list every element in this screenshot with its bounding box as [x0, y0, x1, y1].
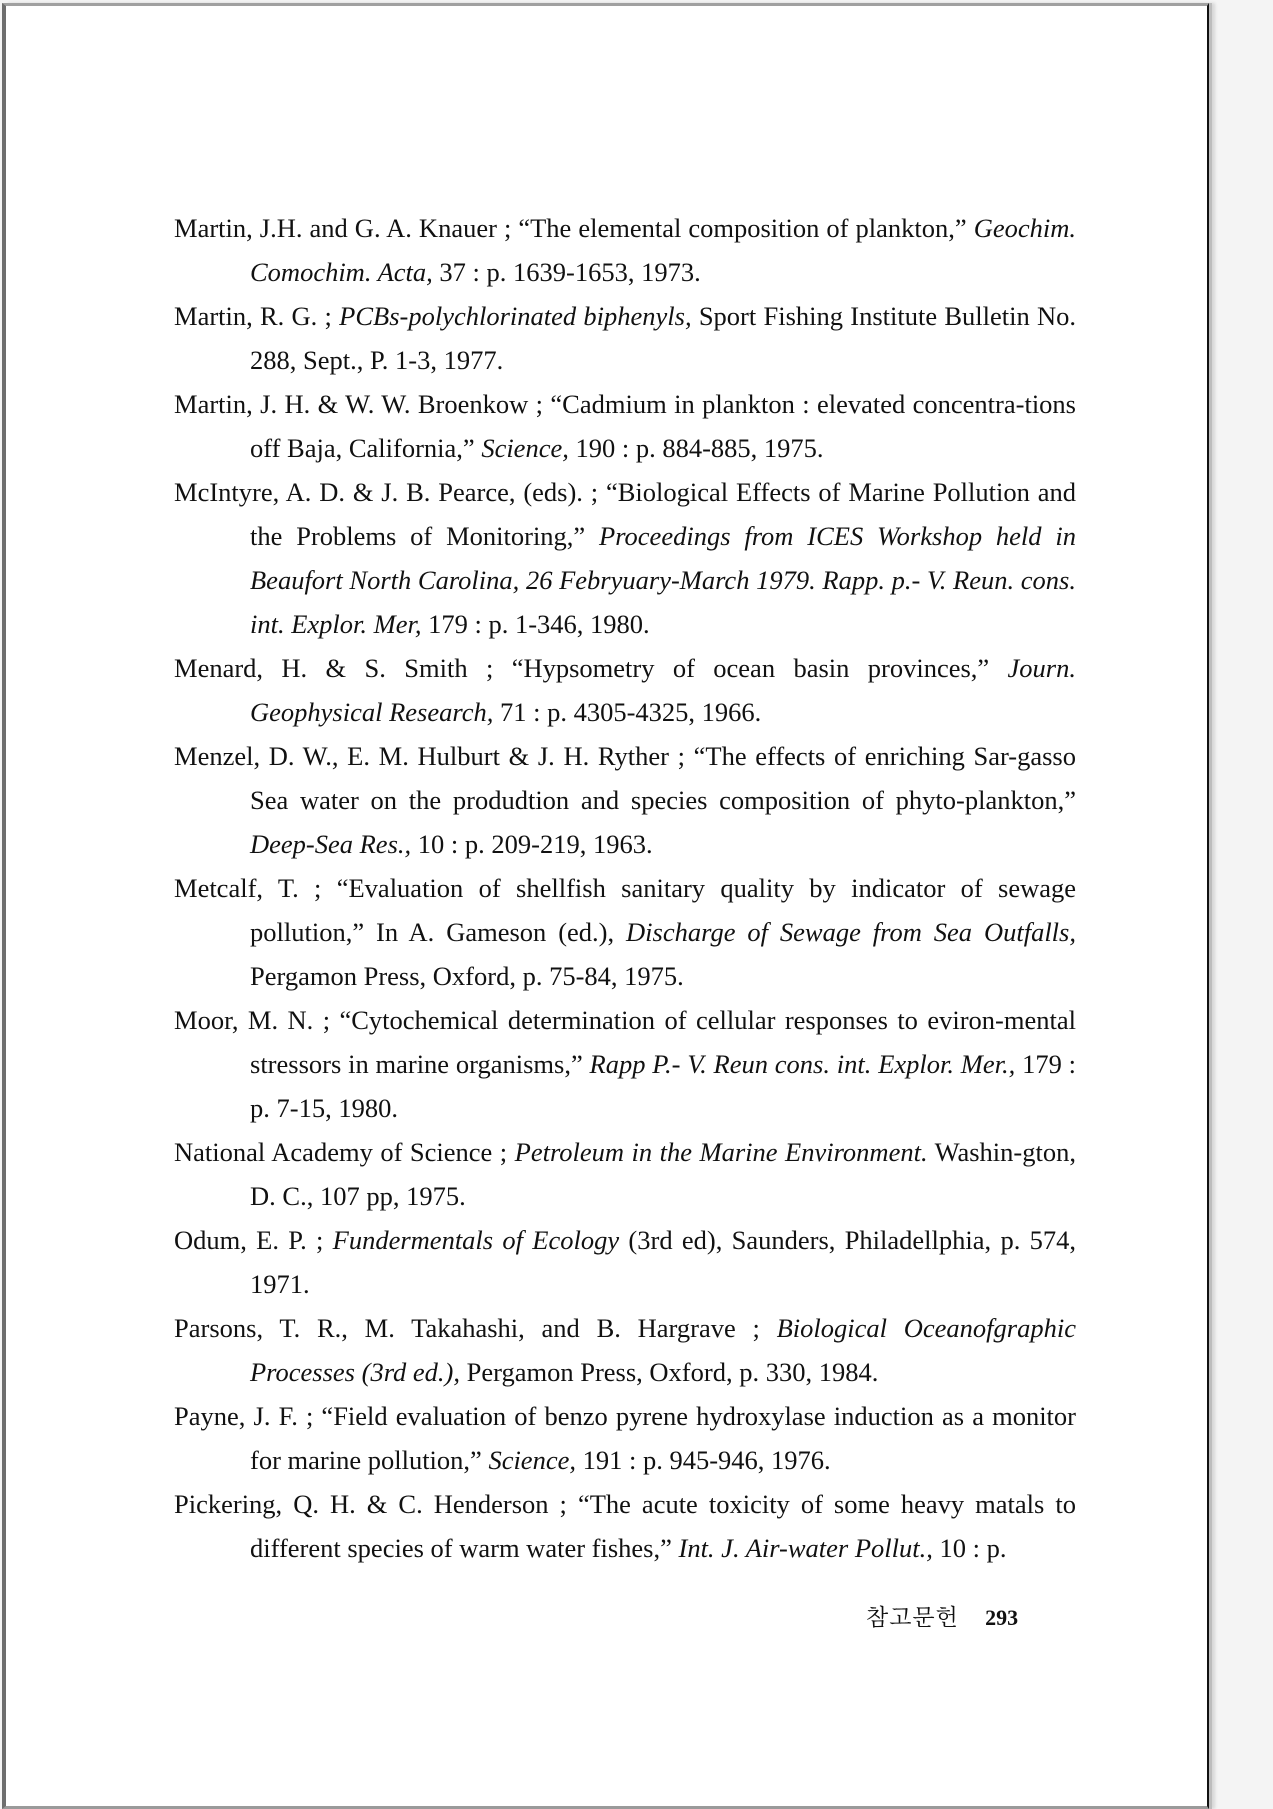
- reference-entry: [174, 998, 1076, 1130]
- section-label: 참고문헌: [866, 1605, 959, 1631]
- reference-text: Parsons, T. R., M. Takahashi, and B. Hargrave ;: [174, 1313, 777, 1343]
- reference-source-title: Int. J. Air-water Pollut.,: [678, 1533, 933, 1563]
- reference-text: 190 : p. 884-885, 1975.: [568, 433, 824, 463]
- reference-source-title: Journ. Geophysical Research,: [250, 653, 1076, 727]
- reference-text: (3rd ed), Saunders, Philadellphia, p. 574, 1971.: [250, 1225, 1076, 1299]
- reference-text: Payne, J. F. ; “Field evaluation of benzo pyrene hydroxylase induction as a monitor for marine pollution,”: [174, 1401, 1076, 1475]
- reference-entry: [174, 470, 1076, 646]
- reference-text: Martin, R. G. ;: [174, 301, 340, 331]
- reference-source-title: Biological Oceanofgraphic Processes (3rd ed.),: [250, 1313, 1076, 1387]
- reference-text: Pergamon Press, Oxford, p. 75-84, 1975.: [250, 961, 684, 991]
- reference-entry: [174, 646, 1076, 734]
- reference-entry: [174, 294, 1076, 382]
- document-page: [2, 3, 1209, 1809]
- reference-text: Menzel, D. W., E. M. Hulburt & J. H. Ryther ; “The effects of enriching Sar-gasso Sea water on the produdtion and species composition of phyto-plankton,”: [174, 741, 1076, 815]
- reference-entry: [174, 1130, 1076, 1218]
- reference-text: Martin, J.H. and G. A. Knauer ; “The elemental composition of plankton,”: [174, 213, 974, 243]
- reference-source-title: Deep-Sea Res.,: [250, 829, 412, 859]
- reference-source-title: PCBs-polychlorinated biphenyls,: [339, 301, 692, 331]
- reference-text: Metcalf, T. ; “Evaluation of shellfish sanitary quality by indicator of sewage pollution,” In A. Gameson (ed.),: [174, 873, 1076, 947]
- reference-text: Martin, J. H. & W. W. Broenkow ; “Cadmium in plankton : elevated concentra-tions off Baja, California,”: [174, 389, 1076, 463]
- reference-text: Pergamon Press, Oxford, p. 330, 1984.: [459, 1357, 879, 1387]
- reference-source-title: Fundermentals of Ecology: [332, 1225, 620, 1255]
- reference-text: Pickering, Q. H. & C. Henderson ; “The acute toxicity of some heavy matals to different species of warm water fishes,”: [174, 1489, 1076, 1563]
- reference-text: McIntyre, A. D. & J. B. Pearce, (eds). ; “Biological Effects of Marine Pollution and the Problems of Monitoring,”: [174, 477, 1076, 551]
- reference-entry: [174, 1482, 1076, 1570]
- reference-source-title: Petroleum in the Marine Environment.: [514, 1137, 928, 1167]
- page-footer: [866, 1599, 1018, 1632]
- reference-entry: [174, 382, 1076, 470]
- reference-source-title: Science,: [481, 433, 569, 463]
- reference-text: 71 : p. 4305-4325, 1966.: [493, 697, 762, 727]
- reference-text: Menard, H. & S. Smith ; “Hypsometry of ocean basin provinces,”: [174, 653, 1008, 683]
- reference-entry: [174, 1218, 1076, 1306]
- reference-entry: [174, 206, 1076, 294]
- reference-entry: [174, 1306, 1076, 1394]
- reference-text: 191 : p. 945-946, 1976.: [575, 1445, 831, 1475]
- reference-text: Moor, M. N. ; “Cytochemical determination of cellular responses to eviron-mental stressors in marine organisms,”: [174, 1005, 1076, 1079]
- reference-text: 10 : p. 209-219, 1963.: [411, 829, 653, 859]
- reference-source-title: Proceedings from ICES Workshop held in Beaufort North Carolina, 26 Febryuary-March 1979. Rapp. p.- V. Reun. cons. int. Explor. Mer,: [250, 521, 1076, 639]
- reference-text: Sport Fishing Institute Bulletin No. 288, Sept., P. 1-3, 1977.: [250, 301, 1076, 375]
- reference-text: 10 : p.: [932, 1533, 1007, 1563]
- page-number: 293: [985, 1605, 1019, 1630]
- reference-text: Odum, E. P. ;: [174, 1225, 333, 1255]
- reference-entry: [174, 1394, 1076, 1482]
- reference-text: 37 : p. 1639-1653, 1973.: [432, 257, 701, 287]
- reference-text: 179 : p. 1-346, 1980.: [421, 609, 650, 639]
- reference-entry: [174, 866, 1076, 998]
- reference-source-title: Science,: [488, 1445, 576, 1475]
- reference-text: Washin-gton, D. C., 107 pp, 1975.: [250, 1137, 1076, 1211]
- reference-source-title: Geochim. Comochim. Acta,: [250, 213, 1076, 287]
- reference-text: National Academy of Science ;: [174, 1137, 515, 1167]
- reference-entry: [174, 734, 1076, 866]
- reference-source-title: Rapp P.- V. Reun cons. int. Explor. Mer.,: [589, 1049, 1016, 1079]
- reference-source-title: Discharge of Sewage from Sea Outfalls,: [626, 917, 1076, 947]
- reference-list: [174, 206, 1076, 1570]
- reference-text: 179 : p. 7-15, 1980.: [250, 1049, 1077, 1123]
